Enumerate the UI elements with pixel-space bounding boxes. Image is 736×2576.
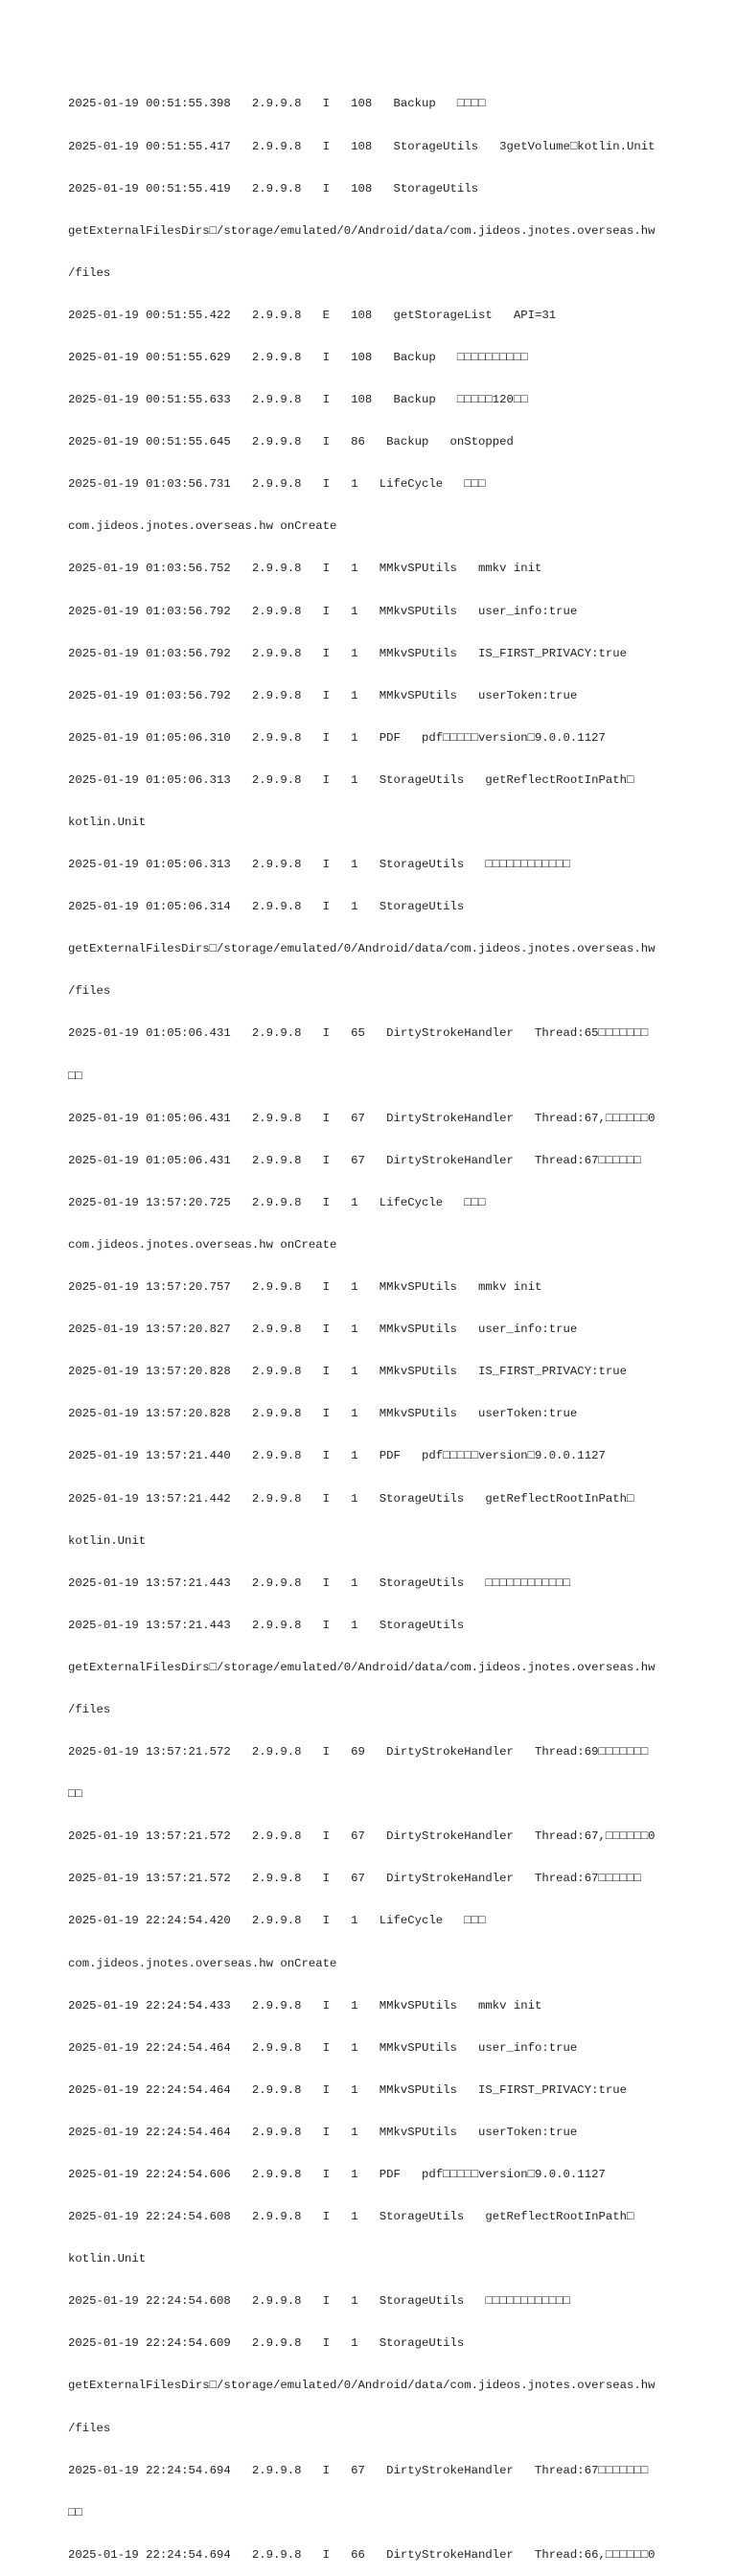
- log-line: getExternalFilesDirs□/storage/emulated/0/Android/data/com.jideos.jnotes.overseas.hw: [68, 2379, 656, 2393]
- log-line: 2025-01-19 00:51:55.645 2.9.9.8 I 86 Backup onStopped: [68, 435, 514, 449]
- log-line: /files: [68, 265, 111, 280]
- log-line: 2025-01-19 22:24:54.694 2.9.9.8 I 67 DirtyStrokeHandler Thread:67□□□□□□□: [68, 2463, 649, 2477]
- log-line: 2025-01-19 13:57:20.827 2.9.9.8 I 1 MMkvSPUtils user_info:true: [68, 1322, 578, 1337]
- log-line: 2025-01-19 00:51:55.419 2.9.9.8 I 108 StorageUtils: [68, 181, 479, 196]
- log-line: kotlin.Unit: [68, 1533, 147, 1548]
- log-line: kotlin.Unit: [68, 816, 147, 829]
- log-line: 2025-01-19 00:51:55.417 2.9.9.8 I 108 StorageUtils 3getVolume□kotlin.Unit: [68, 139, 656, 153]
- log-line: kotlin.Unit: [68, 2252, 147, 2266]
- log-line: 2025-01-19 22:24:54.464 2.9.9.8 I 1 MMkvSPUtils userToken:true: [68, 2125, 578, 2139]
- log-line: 2025-01-19 01:03:56.792 2.9.9.8 I 1 MMkvSPUtils user_info:true: [68, 604, 578, 618]
- log-line: 2025-01-19 01:03:56.731 2.9.9.8 I 1 LifeCycle □□□: [68, 477, 486, 492]
- log-line: 2025-01-19 13:57:21.443 2.9.9.8 I 1 StorageUtils □□□□□□□□□□□□: [68, 1576, 570, 1590]
- log-line: 2025-01-19 13:57:20.757 2.9.9.8 I 1 MMkvSPUtils mmkv init: [68, 1280, 542, 1295]
- log-line: 2025-01-19 13:57:21.572 2.9.9.8 I 67 DirtyStrokeHandler Thread:67,□□□□□□0: [68, 1829, 656, 1844]
- log-line: getExternalFilesDirs□/storage/emulated/0/Android/data/com.jideos.jnotes.overseas.hw: [68, 942, 656, 956]
- log-line: □□: [68, 1069, 82, 1083]
- log-line: 2025-01-19 22:24:54.694 2.9.9.8 I 66 DirtyStrokeHandler Thread:66,□□□□□□0: [68, 2547, 656, 2562]
- log-line: 2025-01-19 22:24:54.464 2.9.9.8 I 1 MMkvSPUtils user_info:true: [68, 2040, 578, 2055]
- log-line: /files: [68, 984, 111, 999]
- log-line: 2025-01-19 00:51:55.633 2.9.9.8 I 108 Backup □□□□□120□□: [68, 393, 528, 407]
- log-line: getExternalFilesDirs□/storage/emulated/0/Android/data/com.jideos.jnotes.overseas.hw: [68, 1660, 656, 1674]
- log-line: /files: [68, 2421, 111, 2435]
- log-line: com.jideos.jnotes.overseas.hw onCreate: [68, 519, 337, 534]
- log-line: 2025-01-19 01:05:06.431 2.9.9.8 I 67 DirtyStrokeHandler Thread:67□□□□□□: [68, 1153, 641, 1167]
- log-line: 2025-01-19 13:57:20.725 2.9.9.8 I 1 LifeCycle □□□: [68, 1195, 486, 1209]
- log-line: 2025-01-19 22:24:54.609 2.9.9.8 I 1 StorageUtils: [68, 2336, 465, 2351]
- log-line: 2025-01-19 01:03:56.792 2.9.9.8 I 1 MMkvSPUtils IS_FIRST_PRIVACY:true: [68, 646, 627, 660]
- log-line: com.jideos.jnotes.overseas.hw onCreate: [68, 1237, 337, 1252]
- log-line: 2025-01-19 13:57:21.440 2.9.9.8 I 1 PDF pdf□□□□□version□9.0.0.1127: [68, 1449, 606, 1463]
- log-line: 2025-01-19 01:03:56.752 2.9.9.8 I 1 MMkvSPUtils mmkv init: [68, 562, 542, 576]
- log-line: 2025-01-19 13:57:20.828 2.9.9.8 I 1 MMkvSPUtils userToken:true: [68, 1407, 578, 1421]
- log-line: 2025-01-19 13:57:21.442 2.9.9.8 I 1 StorageUtils getReflectRootInPath□: [68, 1491, 634, 1506]
- log-line: 2025-01-19 01:03:56.792 2.9.9.8 I 1 MMkvSPUtils userToken:true: [68, 688, 578, 702]
- log-line: 2025-01-19 22:24:54.608 2.9.9.8 I 1 StorageUtils □□□□□□□□□□□□: [68, 2294, 570, 2309]
- log-line: /files: [68, 1702, 111, 1716]
- log-line: 2025-01-19 13:57:21.572 2.9.9.8 I 69 DirtyStrokeHandler Thread:69□□□□□□□: [68, 1745, 649, 1760]
- log-line: 2025-01-19 01:05:06.314 2.9.9.8 I 1 StorageUtils: [68, 900, 465, 914]
- log-line: □□: [68, 1787, 82, 1802]
- log-line: 2025-01-19 22:24:54.420 2.9.9.8 I 1 LifeCycle □□□: [68, 1914, 486, 1928]
- log-line: 2025-01-19 22:24:54.608 2.9.9.8 I 1 StorageUtils getReflectRootInPath□: [68, 2210, 634, 2224]
- log-line: 2025-01-19 01:05:06.431 2.9.9.8 I 65 DirtyStrokeHandler Thread:65□□□□□□□: [68, 1026, 649, 1041]
- log-line: 2025-01-19 01:05:06.310 2.9.9.8 I 1 PDF pdf□□□□□version□9.0.0.1127: [68, 730, 606, 745]
- log-line: 2025-01-19 01:05:06.431 2.9.9.8 I 67 DirtyStrokeHandler Thread:67,□□□□□□0: [68, 1111, 656, 1125]
- log-line: 2025-01-19 13:57:21.572 2.9.9.8 I 67 DirtyStrokeHandler Thread:67□□□□□□: [68, 1872, 641, 1886]
- log-line: 2025-01-19 00:51:55.629 2.9.9.8 I 108 Backup □□□□□□□□□□: [68, 350, 528, 364]
- log-line: 2025-01-19 00:51:55.398 2.9.9.8 I 108 Backup □□□□: [68, 97, 486, 111]
- log-line: 2025-01-19 01:05:06.313 2.9.9.8 I 1 StorageUtils □□□□□□□□□□□□: [68, 858, 570, 872]
- log-line: com.jideos.jnotes.overseas.hw onCreate: [68, 1956, 337, 1970]
- log-line: 2025-01-19 22:24:54.433 2.9.9.8 I 1 MMkvSPUtils mmkv init: [68, 1998, 542, 2012]
- log-line: getExternalFilesDirs□/storage/emulated/0/Android/data/com.jideos.jnotes.overseas.hw: [68, 223, 656, 238]
- log-line: 2025-01-19 22:24:54.606 2.9.9.8 I 1 PDF pdf□□□□□version□9.0.0.1127: [68, 2168, 606, 2181]
- log-line: 2025-01-19 22:24:54.464 2.9.9.8 I 1 MMkvSPUtils IS_FIRST_PRIVACY:true: [68, 2082, 627, 2097]
- log-line: □□: [68, 2505, 82, 2519]
- log-line: 2025-01-19 13:57:20.828 2.9.9.8 I 1 MMkvSPUtils IS_FIRST_PRIVACY:true: [68, 1365, 627, 1379]
- log-line: 2025-01-19 01:05:06.313 2.9.9.8 I 1 StorageUtils getReflectRootInPath□: [68, 772, 634, 787]
- log-line: 2025-01-19 13:57:21.443 2.9.9.8 I 1 StorageUtils: [68, 1618, 465, 1632]
- log-text-block: [68, 69, 681, 2576]
- log-line: 2025-01-19 00:51:55.422 2.9.9.8 E 108 getStorageList API=31: [68, 308, 557, 322]
